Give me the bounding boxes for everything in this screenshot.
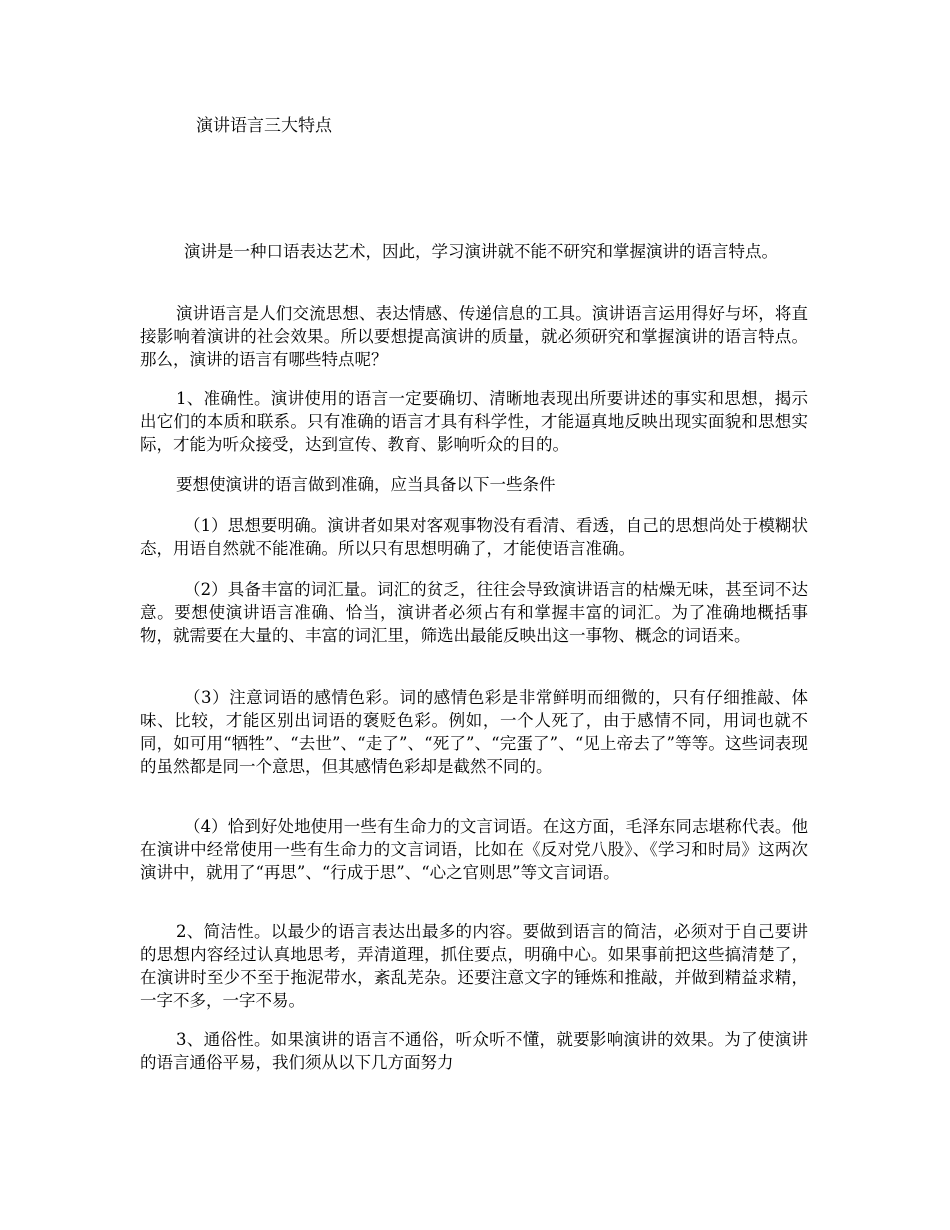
paragraph-condition-1: （1）思想要明确。演讲者如果对客观事物没有看清、看透，自己的思想尚处于模糊状态，用语自然就不能准确。所以只有思想明确了，才能使语言准确。 [140,516,808,558]
paragraph-condition-2: （2）具备丰富的词汇量。词汇的贫乏，往往会导致演讲语言的枯燥无味，甚至词不达意。要想使演讲语言准确、恰当，演讲者必须占有和掌握丰富的词汇。为了准确地概括事物，就需要在大量的、丰富的词汇里，筛选出最能反映出这一事物、概念的词语来。 [140,580,808,645]
paragraph-condition-4: （4）恰到好处地使用一些有生命力的文言词语。在这方面，毛泽东同志堪称代表。他在演讲中经常使用一些有生命力的文言词语，比如在《反对党八股》、《学习和时局》这两次演讲中，就用了“再思”、“行成于思”、“心之官则思”等文言词语。 [140,817,808,882]
paragraph-intro: 演讲是一种口语表达艺术，因此，学习演讲就不能不研究和掌握演讲的语言特点。 [184,242,778,261]
paragraph-popularity: 3、通俗性。如果演讲的语言不通俗，听众听不懂，就要影响演讲的效果。为了使演讲的语言通俗平易，我们须从以下几方面努力 [140,1030,808,1072]
paragraph-condition-3: （3）注意词语的感情色彩。词的感情色彩是非常鲜明而细微的，只有仔细推敲、体味、比较，才能区别出词语的褒贬色彩。例如，一个人死了，由于感情不同，用词也就不同，如可用“牺牲”、“去世”、“走了”、“死了”、“完蛋了”、“见上帝去了”等等。这些词表现的虽然都是同一个意思，但其感情色彩却是截然不同的。 [140,688,808,776]
paragraph-overview: 演讲语言是人们交流思想、表达情感、传递信息的工具。演讲语言运用得好与坏，将直接影响着演讲的社会效果。所以要想提高演讲的质量，就必须研究和掌握演讲的语言特点。那么，演讲的语言有哪些特点呢？ [140,304,808,369]
paragraph-conciseness: 2、简洁性。以最少的语言表达出最多的内容。要做到语言的简洁，必须对于自己要讲的思想内容经过认真地思考，弄清道理，抓住要点，明确中心。如果事前把这些搞清楚了，在演讲时至少不至于拖泥带水，紊乱芜杂。还要注意文字的锤炼和推敲，并做到精益求精，一字不多，一字不易。 [140,922,808,1010]
paragraph-accuracy: 1、准确性。演讲使用的语言一定要确切、清晰地表现出所要讲述的事实和思想，揭示出它们的本质和联系。只有准确的语言才具有科学性，才能逼真地反映出现实面貌和思想实际，才能为听众接受，达到宣传、教育、影响听众的目的。 [140,389,808,454]
paragraph-accuracy-conditions: 要想使演讲的语言做到准确，应当具备以下一些条件 [176,475,556,494]
document-title: 演讲语言三大特点 [196,116,332,136]
